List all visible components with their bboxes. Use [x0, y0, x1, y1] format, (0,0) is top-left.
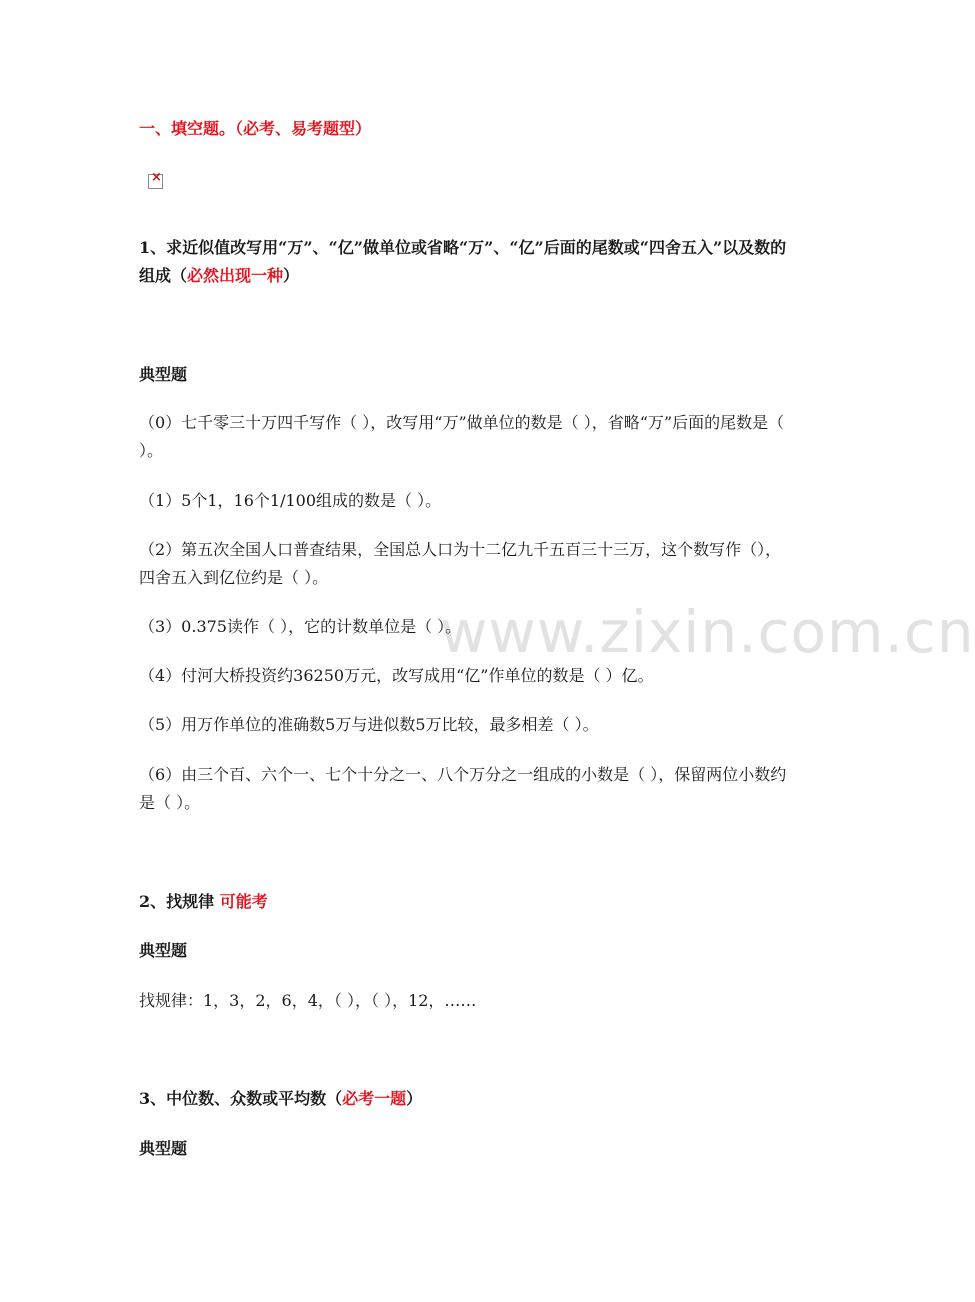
topic1-title-end: ） — [283, 266, 300, 285]
topic3-title — [139, 1085, 789, 1113]
watermark: www.zixin.com.cn — [440, 598, 975, 666]
question-1: （1）5个1，16个1/100组成的数是（ ）。 — [139, 491, 442, 510]
question-3: （3）0.375读作（ ），它的计数单位是（ ）。 — [139, 617, 462, 636]
question-6: （6）由三个百、六个一、七个十分之一、八个万分之一组成的小数是（ ），保留两位小数约是（ ）。 — [139, 765, 787, 812]
question-4: （4）付河大桥投资约36250万元，改写成用“亿”作单位的数是（ ）亿。 — [139, 666, 654, 685]
topic1-title-highlight: 必然出现一种 — [187, 266, 284, 285]
question-2: （2）第五次全国人口普查结果，全国总人口为十二亿九千五百三十三万，这个数写作（），四舍五入到亿位约是（ ）。 — [139, 540, 782, 587]
topic3-title-end: ） — [406, 1089, 423, 1108]
topic3-label: 典型题 — [139, 1139, 188, 1158]
topic1-label: 典型题 — [139, 365, 188, 384]
topic2-title-highlight: 可能考 — [219, 892, 268, 911]
topic2-title — [139, 888, 789, 916]
broken-image-icon — [148, 174, 163, 189]
section-heading: 一、填空题。（必考、易考题型） — [139, 119, 372, 138]
topic2-label: 典型题 — [139, 941, 188, 960]
topic2-question: 找规律：1，3，2，6，4，（ ），（ ），12，…… — [139, 991, 477, 1010]
question-0: （0）七千零三十万四千写作（ ），改写用“万”做单位的数是（ ），省略“万”后面的尾数是（ ）。 — [139, 413, 785, 460]
topic1-title — [139, 234, 789, 290]
topic1-title-text: 1、求近似值改写用“万”、“亿”做单位或省略“万”、“亿”后面的尾数或“四舍五入”以及数的组成（ — [139, 238, 787, 285]
topic2-title-text: 2、找规律 — [139, 892, 215, 911]
topic3-title-text: 3、中位数、众数或平均数（ — [139, 1089, 343, 1108]
question-5: （5）用万作单位的准确数5万与进似数5万比较，最多相差（ ）。 — [139, 715, 599, 734]
topic3-title-highlight: 必考一题 — [342, 1089, 407, 1108]
